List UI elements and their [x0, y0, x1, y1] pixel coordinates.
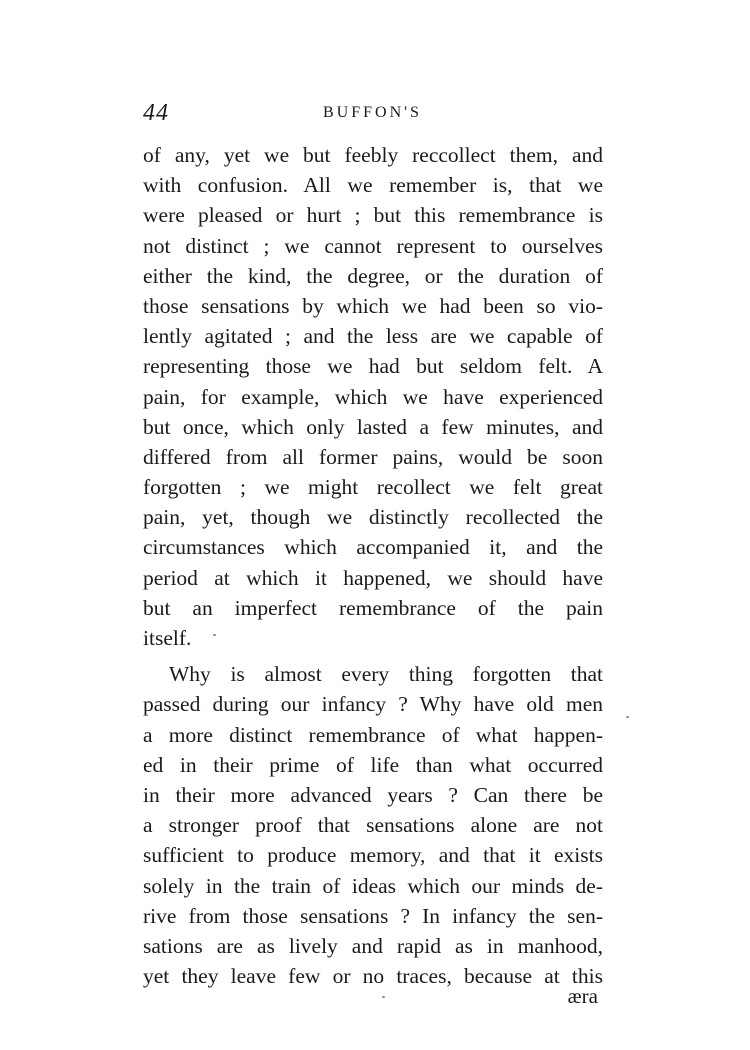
text-line: differed from all former pains, would be soon: [143, 444, 603, 469]
text-line: with confusion. All we remember is, that we: [143, 173, 603, 198]
text-line: ed in their prime of life than what occurred: [143, 752, 603, 777]
text-line: sations are as lively and rapid as in manhood,: [143, 933, 603, 958]
text-line: sufficient to produce memory, and that it exists: [143, 843, 603, 868]
text-line: of any, yet we but feebly reccollect them, and: [143, 143, 603, 167]
text-line: itself.: [143, 626, 192, 650]
text-line: pain, yet, though we distinctly recollected the: [143, 505, 603, 530]
paragraph: [143, 659, 603, 991]
text-line: a more distinct remembrance of what happen-: [143, 722, 603, 747]
text-line: in their more advanced years ? Can there be: [143, 782, 603, 807]
text-line: but an imperfect remembrance of the pain: [143, 595, 603, 620]
text-line: pain, for example, which we have experienced: [143, 384, 603, 409]
running-head: [143, 100, 603, 130]
text-line: forgotten ; we might recollect we felt great: [143, 475, 603, 500]
text-line: those sensations by which we had been so vio-: [143, 293, 603, 318]
paper-speck: [382, 996, 385, 998]
paper-speck: [626, 716, 629, 718]
text-line: period at which it happened, we should have: [143, 565, 603, 590]
page-number: 44: [143, 100, 169, 126]
text-line: a stronger proof that sensations alone are not: [143, 813, 603, 838]
body-text: [143, 140, 603, 991]
text-line: but once, which only lasted a few minutes, and: [143, 414, 603, 439]
text-line: yet they leave few or no traces, because at this: [143, 964, 603, 989]
text-line: rive from those sensations ? In infancy the sen-: [143, 903, 603, 928]
text-line: Why is almost every thing forgotten that: [169, 662, 603, 687]
text-line: solely in the train of ideas which our minds de-: [143, 873, 603, 898]
text-line: not distinct ; we cannot represent to ourselves: [143, 233, 603, 258]
text-line: passed during our infancy ? Why have old men: [143, 692, 603, 717]
text-line: either the kind, the degree, or the duration of: [143, 263, 603, 288]
text-line: circumstances which accompanied it, and the: [143, 535, 603, 560]
paper-speck: [213, 634, 216, 636]
text-line: representing those we had but seldom felt. A: [143, 354, 603, 379]
text-line: were pleased or hurt ; but this remembrance is: [143, 203, 603, 228]
running-title: BUFFON'S: [323, 104, 422, 121]
catchword: æra: [567, 984, 598, 1008]
paragraph: [143, 140, 603, 653]
text-line: lently agitated ; and the less are we capable of: [143, 324, 603, 349]
